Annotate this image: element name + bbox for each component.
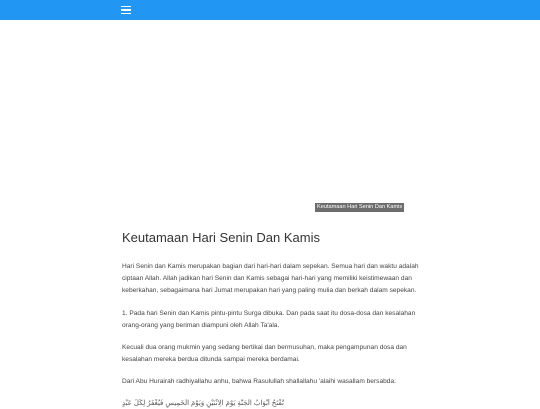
- image-caption: Keutamaan Hari Senin Dan Kamis: [317, 204, 403, 210]
- article: [122, 230, 422, 409]
- article-paragraph: Dari Abu Hurairah radhiyallahu anhu, bahwa Rasulullah shallallahu 'alaihi wasallam bersabda:: [122, 378, 396, 386]
- article-paragraph: 1. Pada hari Senin dan Kamis pintu-pintu Surga dibuka. Dan pada saat itu dosa-dosa dan kesalahan orang-orang yang beriman diampuni oleh Allah Ta'ala.: [122, 309, 416, 329]
- arabic-quote: تُفْتَحُ أَبْوَابُ الْجَنَّةِ يَوْمَ الِاثْنَيْنِ وَيَوْمَ الْخَمِيسِ فَيُغْفَرُ لِكُلِّ عَبْدٍ: [122, 399, 284, 407]
- hero-image: [0, 20, 540, 215]
- article-title: Keutamaan Hari Senin Dan Kamis: [122, 230, 320, 245]
- article-paragraph: Hari Senin dan Kamis merupakan bagian dari hari-hari dalam sepekan. Semua hari dan waktu adalah ciptaan Allah. Allah jadikan hari Senin dan Kamis sebagai hari-hari yang memiliki keistimewaan dan keberkahan, sebagaimana hari Jumat merupakan hari yang paling mulia dan berkah dalam sepekan.: [122, 263, 419, 295]
- hamburger-menu-icon[interactable]: [121, 5, 131, 15]
- top-app-bar: [0, 0, 540, 20]
- article-paragraph: Kecuali dua orang mukmin yang sedang bertikai dan bermusuhan, maka pengampunan dosa dan kesalahan mereka berdua ditunda sampai mereka berdamai.: [122, 344, 407, 364]
